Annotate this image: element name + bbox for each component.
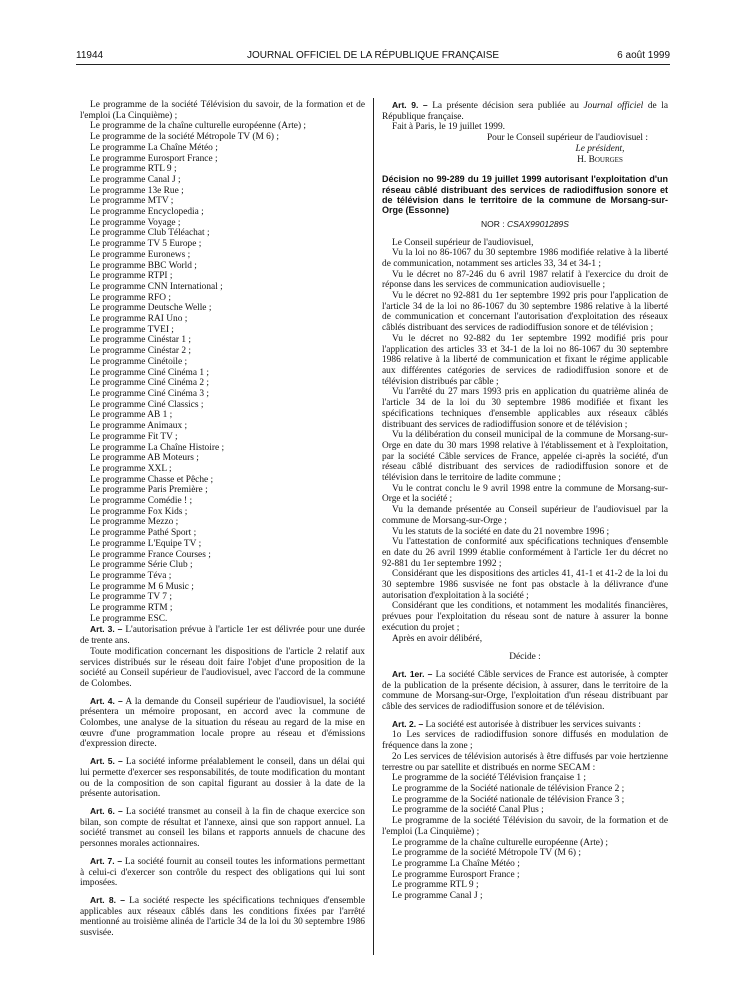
article-text: La présente décision sera publiée au <box>427 101 584 111</box>
header-rule <box>76 64 670 65</box>
list-item: Le programme Club Téléachat ; <box>90 228 210 239</box>
list-item: Le programme AB Moteurs ; <box>90 453 199 464</box>
page-number: 11944 <box>76 50 104 61</box>
visa-paragraph: Le Conseil supérieur de l'audiovisuel, <box>392 237 534 248</box>
list-item: Le programme Pathé Sport ; <box>90 528 197 539</box>
article-5 <box>80 756 365 800</box>
article-7 <box>80 856 365 889</box>
nor-value: CSAX9901289S <box>507 218 569 229</box>
visa-paragraph: Après en avoir délibéré, <box>392 633 483 644</box>
article-label: Art. 4. – <box>90 695 123 706</box>
issue-date: 6 août 1999 <box>617 50 670 61</box>
article-label: Art. 2. – <box>392 718 424 729</box>
list-item: Le programme XXL ; <box>90 463 172 474</box>
list-item: Le programme Deutsche Welle ; <box>90 303 212 314</box>
column-divider <box>373 98 374 955</box>
list-item: Le programme Eurosport France ; <box>392 869 520 880</box>
list-item: Le programme Paris Première ; <box>90 485 208 496</box>
list-item: Le programme de la chaîne culturelle européenne (Arte) ; <box>90 121 307 132</box>
visa-paragraph: Vu les statuts de la société en date du 21 novembre 1996 ; <box>392 526 610 537</box>
list-item: Le programme ESC. <box>90 613 168 624</box>
signature-line-1: Pour le Conseil supérieur de l'audiovisuel : <box>486 133 648 144</box>
article-3 <box>80 624 365 646</box>
article-3-paragraph-2: Toute modification concernant les dispositions de l'article 2 relatif aux services distribués sur le réseau doit faire l'objet d'une proposition de la société au Conseil supérieur de l'audiovisuel, avec l'accord de la commune de Colombes. <box>80 646 365 689</box>
article-9 <box>382 100 668 122</box>
list-item: Le programme Animaux ; <box>90 421 188 432</box>
visa-paragraph: Vu le décret no 92-881 du 1er septembre 1992 pris pour l'application de l'article 34 de la loi no 86-1067 du 30 septembre 1986 relative à la liberté de communication et concernant l'autorisation d'exploitation des réseaux câblés distribuant des services de radiodiffusion sonore et de télévision ; <box>382 291 668 334</box>
list-item: Le programme RTL 9 ; <box>90 164 177 175</box>
article-label: Art. 1er. – <box>392 668 433 679</box>
visa-paragraph: Vu le décret no 92-882 du 1er septembre 1992 modifié pris pour l'application des articles 33 et 34-1 de la loi no 86-1067 du 30 septembre 1986 relative à la liberté de communication et fixant le régime applicable aux différentes catégories de services de radiodiffusion sonore et de télévision distribués par câble ; <box>382 333 668 387</box>
list-item: Le programme La Chaîne Histoire ; <box>90 442 225 453</box>
list-item: Le programme BBC World ; <box>90 260 197 271</box>
list-item: Le programme 13e Rue ; <box>90 185 184 196</box>
list-item: Le programme Comédie ! ; <box>90 496 193 507</box>
list-item: Le programme RTL 9 ; <box>392 880 479 891</box>
program-list <box>80 100 365 624</box>
visa-paragraph: Vu le décret no 87-246 du 6 avril 1987 relatif à l'exercice du droit de réponse dans les services de communication audiovisuelle ; <box>382 269 668 291</box>
visa-paragraph: Vu l'attestation de conformité aux spécifications techniques d'ensemble en date du 26 avril 1999 établie conformément à l'article 1er du décret no 92-881 du 1er septembre 1992 ; <box>382 537 668 569</box>
list-item: Le programme France Courses ; <box>90 549 211 560</box>
list-item: Le programme L'Equipe TV ; <box>90 538 202 549</box>
list-item: Le programme Ciné Classics ; <box>90 399 204 410</box>
article-6 <box>80 806 365 850</box>
journal-name: Journal officiel <box>583 101 644 111</box>
article-1 <box>382 669 668 713</box>
service-item-2: 2o Les services de télévision autorisés à être diffusés par voie hertzienne terrestre ou par satellite et distribués en norme SECAM : <box>382 751 668 773</box>
list-item: Le programme TV 5 Europe ; <box>90 239 202 250</box>
list-item: Le programme Mezzo ; <box>90 517 179 528</box>
visa-paragraph: Vu l'arrêté du 27 mars 1993 pris en application du quatrième alinéa de l'article 34 de la loi du 30 septembre 1986 modifiée et fixant les spécifications techniques d'ensemble applicables aux réseaux câblés distribuant des services de radiodiffusion sonore et de télévision ; <box>382 387 668 430</box>
visa-paragraph: Considérant que les dispositions des articles 41, 41-1 et 41-2 de la loi du 30 septembre 1986 susvisée ne font pas obstacle à la délivrance d'une autorisation d'exploitation à la société ; <box>382 569 668 601</box>
list-item: Le programme de la société Télévision française 1 ; <box>392 773 587 784</box>
article-text: L'autorisation prévue à l'article 1er est délivrée pour une durée de trente ans. <box>80 625 366 647</box>
list-item: Le programme MTV ; <box>90 196 174 207</box>
article-label: Art. 6. – <box>90 806 123 816</box>
list-item: Le programme Canal J ; <box>392 891 483 902</box>
list-item: Le programme Fit TV ; <box>90 431 178 442</box>
decision-title: Décision no 99-289 du 19 juillet 1999 autorisant l'exploitation d'un réseau câblé distribuant des services de radiodiffusion sonore et de télévision dans le territoire de la commune de Morsang-sur-Orge (Essonne) <box>382 174 668 216</box>
visa-paragraph: Vu la délibération du conseil municipal de la commune de Morsang-sur-Orge en date du 30 mars 1998 relative à l'établissement et à l'exploitation, par la société Câble services de France, appelée ci-après la société, d'un réseau câblé distribuant des services de radiodiffusion sonore et de télévision dans le territoire de ladite commune ; <box>382 430 668 484</box>
program-list <box>382 773 668 901</box>
article-label: Art. 8. – <box>90 894 125 905</box>
journal-title: JOURNAL OFFICIEL DE LA RÉPUBLIQUE FRANÇAISE <box>246 50 500 61</box>
nor-reference <box>382 219 668 230</box>
article-text: La société informe préalablement le conseil, dans un délai qui lui permette d'exercer ses responsabilités, de toute modification du montant ou de la composition de son capital figurant au dossier à la date de la présente autorisation. <box>80 757 365 800</box>
list-item: Le programme de la société Télévision du savoir, de la formation et de l'emploi (La Cinquième) ; <box>382 816 668 837</box>
list-item: Le programme Euronews ; <box>90 249 191 260</box>
list-item: Le programme Cinéstar 1 ; <box>90 335 192 346</box>
article-label: Art. 7. – <box>90 855 123 866</box>
list-item: Le programme de la Société nationale de télévision France 2 ; <box>392 784 625 794</box>
list-item: Le programme RTPI ; <box>90 271 173 282</box>
list-item: Le programme RAI Uno ; <box>90 314 188 325</box>
list-item: Le programme RFO ; <box>90 292 171 303</box>
list-item: Le programme de la société Canal Plus ; <box>392 805 544 816</box>
article-text-end: de la République française. <box>382 101 668 122</box>
list-item: Le programme RTM ; <box>90 603 173 614</box>
article-label: Art. 3. – <box>90 624 123 635</box>
article-label: Art. 5. – <box>90 756 123 767</box>
article-2 <box>382 719 668 731</box>
list-item: Le programme Ciné Cinéma 2 ; <box>90 378 209 389</box>
visa-paragraph: Considérant que les conditions, et notamment les modalités financières, prévues pour l'exploitation du réseau sont de nature à assurer la bonne exécution du projet ; <box>382 601 668 633</box>
signature-line-2: Le président, <box>575 143 625 154</box>
signature-name: H. Bourges <box>577 154 623 165</box>
visa-paragraph: Vu la demande présentée au Conseil supérieur de l'audiovisuel par la commune de Morsang-sur-Orge ; <box>382 505 668 526</box>
article-text: La société est autorisée à distribuer les services suivants : <box>423 719 641 730</box>
list-item: Le programme Cinéstar 2 ; <box>90 346 192 357</box>
decide-heading: Décide : <box>509 652 541 663</box>
list-item: Le programme Ciné Cinéma 1 ; <box>90 367 209 378</box>
article-text: La société fournit au conseil toutes les informations permettant à celui-ci d'exercer son contrôle du respect des obligations qui lui sont imposées. <box>80 856 365 889</box>
article-4 <box>80 696 365 751</box>
list-item: Le programme de la société Métropole TV (M 6) ; <box>392 848 581 859</box>
article-text: La société respecte les spécifications techniques d'ensemble applicables aux réseaux câblés dans les conditions fixées par l'arrêté mentionné au troisième alinéa de l'article 34 de la loi du 30 septembre 1986 susvisée. <box>80 895 365 939</box>
list-item: Le programme Fox Kids ; <box>90 506 188 517</box>
visa-paragraph: Vu la loi no 86-1067 du 30 septembre 1986 modifiée relative à la liberté de communication, notamment ses articles 33, 34 et 34-1 ; <box>382 248 668 269</box>
list-item: Le programme de la société Télévision du savoir, de la formation et de l'emploi (La Cinquième) ; <box>80 100 365 121</box>
list-item: Le programme CNN International ; <box>90 281 223 292</box>
list-item: Le programme Ciné Cinéma 3 ; <box>90 388 209 399</box>
list-item: Le programme La Chaîne Météo ; <box>90 142 218 153</box>
list-item: Le programme AB 1 ; <box>90 410 173 421</box>
article-label: Art. 9. – <box>392 100 428 110</box>
article-text: La société transmet au conseil à la fin de chaque exercice son bilan, son compte de résultat et l'annexe, ainsi que son rapport annuel. La société transmet au conseil les bilans et rapports annuels de chacune des personnes morales actionnaires. <box>80 807 365 850</box>
visas-list <box>382 238 668 645</box>
list-item: Le programme de la Société nationale de télévision France 3 ; <box>392 794 625 805</box>
list-item: Le programme de la société Métropole TV (M 6) ; <box>90 132 279 143</box>
list-item: Le programme de la chaîne culturelle européenne (Arte) ; <box>392 837 609 848</box>
list-item: Le programme Cinétoile ; <box>90 356 188 367</box>
place-date: Fait à Paris, le 19 juillet 1999. <box>392 122 506 133</box>
list-item: Le programme M 6 Music ; <box>90 581 194 592</box>
page-header <box>76 50 670 64</box>
article-text: A la demande du Conseil supérieur de l'audiovisuel, la société présentera un mémoire proposant, en accord avec la commune de Colombes, une analyse de la situation du réseau au regard de la mise en œuvre d'une programmation locale propre au réseau et d'émissions d'expression directe. <box>80 696 365 750</box>
list-item: Le programme Canal J ; <box>90 174 181 185</box>
list-item: Le programme Voyage ; <box>90 217 181 228</box>
list-item: Le programme Chasse et Pêche ; <box>90 474 214 485</box>
list-item: Le programme La Chaîne Météo ; <box>392 858 520 869</box>
article-text: La société Câble services de France est autorisée, à compter de la publication de la présente décision, à assurer, dans le territoire de la commune de Morsang-sur-Orge, l'exploitation d'un réseau distribuant par câble des services de radiodiffusion sonore et de télévision. <box>382 669 668 713</box>
list-item: Le programme TVEI ; <box>90 324 174 335</box>
left-column <box>80 100 365 939</box>
visa-paragraph: Vu le contrat conclu le 9 avril 1998 entre la commune de Morsang-sur-Orge et la société ; <box>382 483 668 505</box>
list-item: Le programme Téva ; <box>90 570 172 581</box>
list-item: Le programme Série Club ; <box>90 560 193 571</box>
list-item: Le programme TV 7 ; <box>90 592 172 603</box>
list-item: Le programme Eurosport France ; <box>90 153 218 164</box>
list-item: Le programme Encyclopedia ; <box>90 207 204 218</box>
nor-label: NOR : <box>481 218 508 229</box>
service-item-1: 1o Les services de radiodiffusion sonore diffusés en modulation de fréquence dans la zone ; <box>382 730 668 752</box>
right-column <box>382 100 668 902</box>
article-8 <box>80 895 365 939</box>
